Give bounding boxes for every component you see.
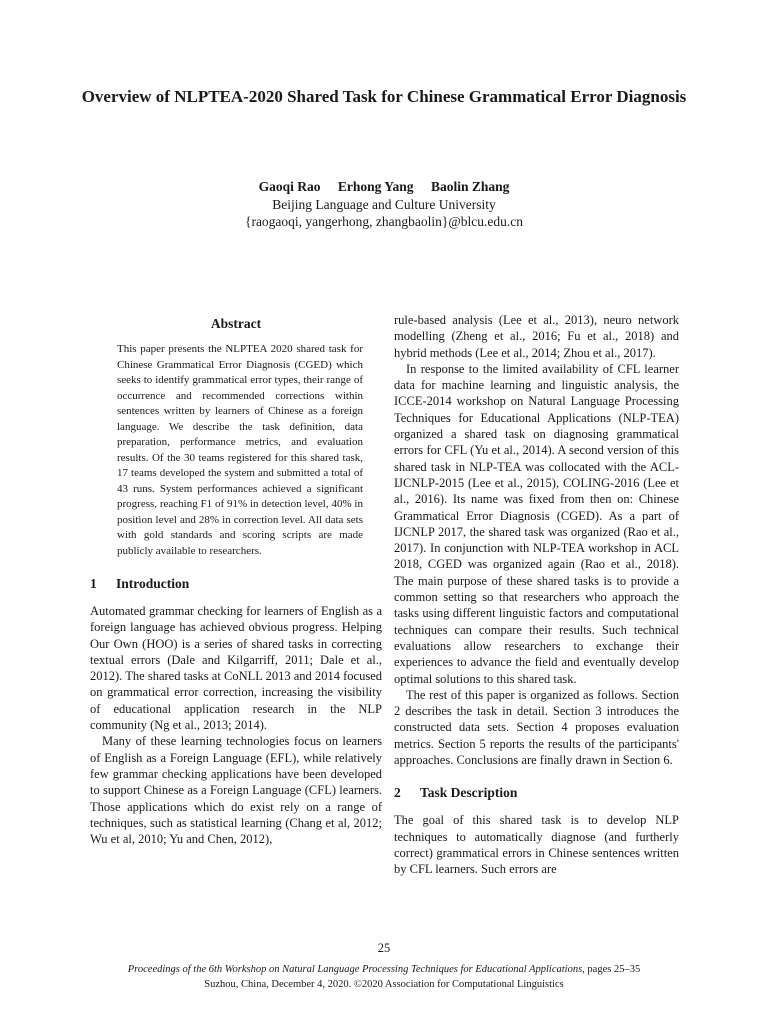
section-heading-introduction	[90, 575, 382, 593]
copyright-footer: Suzhou, China, December 4, 2020. ©2020 Association for Computational Linguistics	[204, 979, 564, 990]
section-title: Introduction	[116, 576, 190, 591]
proceedings-footer	[40, 963, 728, 977]
affiliation: Beijing Language and Culture University	[272, 197, 496, 212]
task-paragraph: The goal of this shared task is to develop NLP techniques to automatically diagnose (and furtherly correct) grammatical errors in Chinese sentences written by CFL learners. Such errors are	[394, 813, 679, 877]
intro-paragraph-4: The rest of this paper is organized as follows. Section 2 describes the task in detail. Section 3 introduces the constructed data sets. Section 4 proposes evaluation metrics. Section 5 reports the results of the participants' approaches. Conclusions are finally drawn in Section 6.	[394, 687, 679, 768]
author-name: Gaoqi Rao	[258, 179, 321, 194]
intro-paragraph-2: Many of these learning technologies focus on learners of English as a Foreign Language (EFL), while relatively few grammar checking applications have been developed to support Chinese as a Foreign Language (CFL) learners. Those applications which do exist rely on a range of techniques, such as statistical learning (Chang et al, 2012; Wu et al, 2010; Yu and Chen, 2012),	[90, 734, 382, 847]
intro-paragraph-3: In response to the limited availability of CFL learner data for machine learning and linguistic analysis, the ICCE-2014 workshop on Natural Language Processing Techniques for Educational Applications (NLP-TEA) organized a shared task on diagnosing grammatical errors for CFL (Yu et al., 2014). A second version of this shared task in NLP-TEA was collocated with the ACL-IJCNLP-2015 (Lee et al., 2015), COLING-2016 (Lee et al., 2016). Its name was fixed from then on: Chinese Grammatical Error Diagnosis (CGED). As a part of IJCNLP 2017, the shared task was organized (Rao et al., 2017). In conjunction with NLP-TEA workshop in ACL 2018, CGED was organized again (Rao et al., 2018). The main purpose of these shared tasks is to provide a common setting so that researchers who approach the tasks using different linguistic factors and computational techniques can compare their results. Such technical evaluations allow researchers to exchange their experiences to advance the field and eventually develop optimal solutions to this shared task.	[394, 361, 679, 686]
page-number: 25	[377, 941, 391, 955]
abstract-text: This paper presents the NLPTEA 2020 shared task for Chinese Grammatical Error Diagnosis (CGED) which seeks to identify grammatical error types, their range of occurrence and recommended corrections within sentences written by learners of Chinese as a foreign language. We describe the task definition, data preparation, performance metrics, and evaluation results. Of the 30 teams registered for this shared task, 17 teams developed the system and submitted a total of 43 runs. System performances achieved a significant progress, reaching F1 of 91% in detection level, 40% in position level and 28% in correction level. All data sets with gold standards and scoring scripts are made publicly available to researchers.	[117, 343, 363, 557]
intro-paragraph-1: Automated grammar checking for learners of English as a foreign language has achieved obvious progress. Helping Our Own (HOO) is a series of shared tasks in correcting textual errors (Dale and Kilgarriff, 2011; Dale et al., 2012). The shared tasks at CoNLL 2013 and 2014 focused on grammatical error correction, increasing the visibility of educational application research in the NLP community (Ng et al., 2013; 2014).	[90, 604, 382, 733]
section-title: Task Description	[420, 785, 518, 801]
author-emails: {raogaoqi, yangerhong, zhangbaolin}@blcu.edu.cn	[244, 214, 524, 229]
section-number: 2	[394, 785, 401, 801]
intro-continuation: rule-based analysis (Lee et al., 2013), neuro network modelling (Zheng et al., 2016; Fu et al., 2018) and hybrid methods (Lee et al., 2014; Zhou et al., 2017).	[394, 313, 679, 360]
abstract-heading: Abstract	[210, 316, 262, 331]
section-heading-task-description	[394, 784, 679, 802]
author-list	[60, 178, 708, 196]
right-column	[394, 312, 679, 878]
proceedings-title: Proceedings of the 6th Workshop on Natural Language Processing Techniques for Educational Applications	[127, 964, 583, 975]
section-number: 1	[90, 576, 97, 591]
paper-title: Overview of NLPTEA-2020 Shared Task for Chinese Grammatical Error Diagnosis	[81, 87, 687, 106]
author-name: Erhong Yang	[337, 179, 414, 194]
author-name: Baolin Zhang	[430, 179, 510, 194]
left-column	[90, 312, 382, 847]
proceedings-pages: , pages 25–35	[582, 964, 641, 975]
